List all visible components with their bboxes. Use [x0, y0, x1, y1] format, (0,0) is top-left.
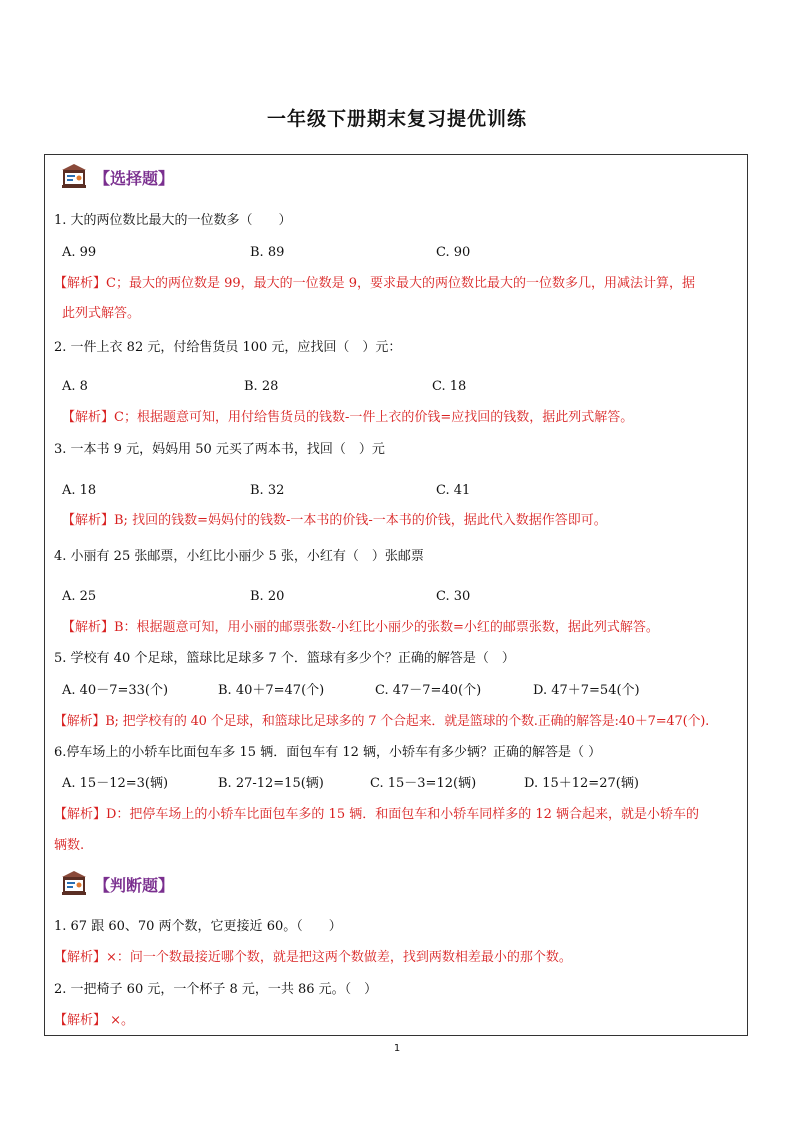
blackboard-icon	[60, 870, 88, 896]
question-stem: 6.停车场上的小轿车比面包车多 15 辆．面包车有 12 辆，小轿车有多少辆？正确的解答是（ ）	[54, 745, 602, 760]
analysis-line: 【解析】B：根据题意可知，用小丽的邮票张数-小红比小丽少的张数=小红的邮票张数，据此列式解答。	[62, 620, 659, 635]
analysis-line: 【解析】C；根据题意可知，用付给售货员的钱数-一件上衣的价钱=应找回的钱数，据此列式解答。	[62, 410, 634, 425]
option-a: A. 8	[62, 379, 88, 394]
analysis-line: 【解析】 ×。	[54, 1013, 135, 1028]
analysis-line: 此列式解答。	[62, 306, 141, 321]
section-label-choice: 【选择题】	[94, 169, 175, 188]
option-c: C. 41	[436, 483, 471, 498]
option-b: B. 27-12=15(辆)	[218, 776, 324, 791]
option-c: C. 47－7=40(个)	[375, 683, 482, 698]
option-a: A. 99	[62, 245, 97, 260]
option-d: D. 47＋7=54(个)	[533, 683, 640, 698]
option-a: A. 25	[62, 589, 97, 604]
analysis-line: 辆数.	[54, 838, 85, 853]
section-label-judge: 【判断题】	[94, 876, 175, 895]
page-number: 1	[393, 1043, 401, 1054]
option-b: B. 32	[250, 483, 285, 498]
blackboard-icon	[60, 163, 88, 189]
option-c: C. 30	[436, 589, 471, 604]
analysis-line: 【解析】×：问一个数最接近哪个数，就是把这两个数做差，找到两数相差最小的那个数。	[54, 950, 572, 965]
question-stem: 5. 学校有 40 个足球，篮球比足球多 7 个．篮球有多少个？正确的解答是（ ）	[54, 651, 515, 666]
option-a: A. 15－12=3(辆)	[62, 776, 169, 791]
question-stem: 1. 大的两位数比最大的一位数多（ ）	[54, 213, 292, 228]
document-title: 一年级下册期末复习提优训练	[266, 108, 527, 130]
option-b: B. 20	[250, 589, 285, 604]
option-a: A. 40－7=33(个)	[62, 683, 169, 698]
analysis-line: 【解析】B; 找回的钱数=妈妈付的钱数-一本书的价钱-一本书的价钱，据此代入数据作答即可。	[62, 513, 607, 528]
option-b: B. 40＋7=47(个)	[218, 683, 325, 698]
option-c: C. 90	[436, 245, 471, 260]
option-a: A. 18	[62, 483, 97, 498]
question-stem: 2. 一件上衣 82 元，付给售货员 100 元，应找回（ ）元：	[54, 340, 402, 355]
analysis-line: 【解析】D：把停车场上的小轿车比面包车多的 15 辆．和面包车和小轿车同样多的 12 辆合起来，就是小轿车的	[54, 807, 700, 822]
option-c: C. 15－3=12(辆)	[370, 776, 477, 791]
option-c: C. 18	[432, 379, 467, 394]
question-stem: 4. 小丽有 25 张邮票，小红比小丽少 5 张，小红有（ ）张邮票	[54, 549, 424, 564]
option-b: B. 89	[250, 245, 285, 260]
option-b: B. 28	[244, 379, 279, 394]
analysis-line: 【解析】C；最大的两位数是 99，最大的一位数是 9，要求最大的两位数比最大的一位数多几，用减法计算，据	[54, 276, 696, 291]
option-d: D. 15＋12=27(辆)	[524, 776, 639, 791]
section-header-judge	[60, 870, 260, 896]
question-stem: 1. 67 跟 60、70 两个数，它更接近 60。（ ）	[54, 919, 342, 934]
analysis-line: 【解析】B; 把学校有的 40 个足球，和篮球比足球多的 7 个合起来．就是篮球的个数.正确的解答是:40＋7=47(个).	[54, 714, 710, 729]
section-header-choice	[60, 163, 260, 189]
question-stem: 2. 一把椅子 60 元，一个杯子 8 元，一共 86 元。（ ）	[54, 982, 378, 997]
question-stem: 3. 一本书 9 元，妈妈用 50 元买了两本书，找回（ ）元	[54, 442, 385, 457]
